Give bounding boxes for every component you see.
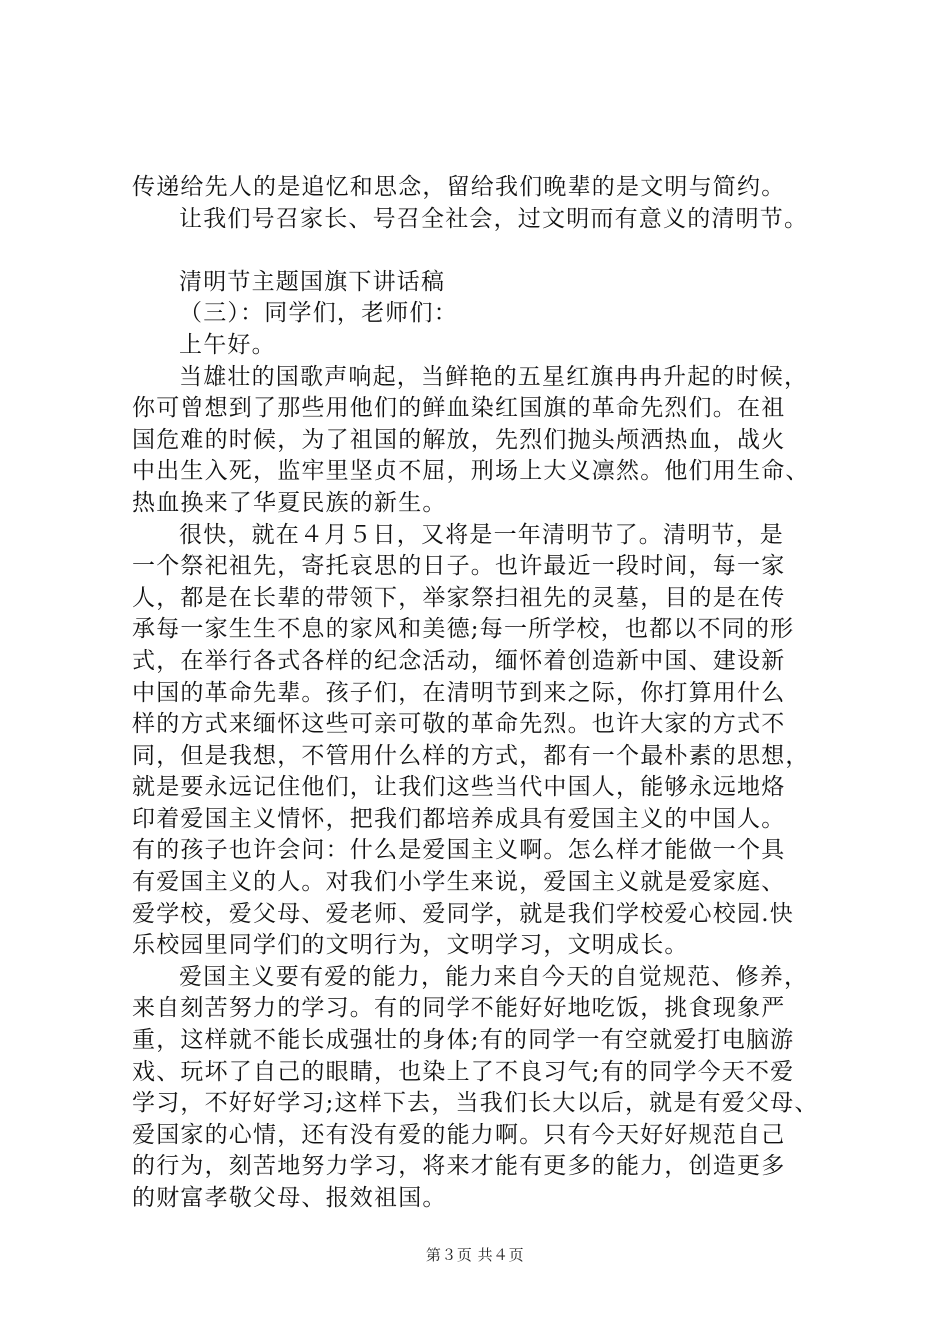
text-line: 上午好。	[179, 331, 276, 358]
text-line: （三）：同学们，老师们：	[179, 300, 458, 327]
text-line: 清明节主题国旗下讲话稿	[179, 268, 446, 295]
text-line: 乐校园里同学们的文明行为，文明学习，文明成长。	[132, 932, 689, 959]
text-line: 爱学校，爱父母、爱老师、爱同学，就是我们学校爱心校园.快	[132, 900, 794, 927]
text-line: 爱国主义要有爱的能力，能力来自今天的自觉规范、修养，	[179, 963, 809, 990]
text-line: 戏、玩坏了自己的眼睛，也染上了不良习气;有的同学今天不爱	[132, 1058, 795, 1085]
text-line: 让我们号召家长、号召全社会，过文明而有意义的清明节。	[179, 205, 809, 232]
text-line: 中国的革命先辈。孩子们，在清明节到来之际，你打算用什么	[132, 679, 786, 706]
text-line: 就是要永远记住他们，让我们这些当代中国人，能够永远地烙	[132, 774, 786, 801]
text-line: 样的方式来缅怀这些可亲可敬的革命先烈。也许大家的方式不	[132, 711, 786, 738]
text-line: 中出生入死，监牢里坚贞不屈，刑场上大义凛然。他们用生命、	[132, 458, 810, 485]
text-line: 有爱国主义的人。对我们小学生来说，爱国主义就是爱家庭、	[132, 869, 786, 896]
text-line: 印着爱国主义情怀，把我们都培养成具有爱国主义的中国人。	[132, 805, 786, 832]
text-line: 热血换来了华夏民族的新生。	[132, 489, 447, 516]
text-line: 的行为，刻苦地努力学习，将来才能有更多的能力，创造更多	[132, 1153, 786, 1180]
paragraph-gap	[132, 235, 852, 267]
text-line: 同，但是我想，不管用什么样的方式，都有一个最朴素的思想，	[132, 742, 810, 769]
text-line: 式，在举行各式各样的纪念活动，缅怀着创造新中国、建设新	[132, 647, 786, 674]
text-line: 当雄壮的国歌声响起，当鲜艳的五星红旗冉冉升起的时候，	[179, 363, 809, 390]
text-line: 传递给先人的是追忆和思念，留给我们晚辈的是文明与简约。	[132, 174, 786, 200]
page-number-footer: 第３页 共４页	[425, 1246, 525, 1264]
text-line: 承每一家生生不息的家风和美德;每一所学校，也都以不同的形	[132, 616, 795, 643]
text-line: 人，都是在长辈的带领下，举家祭扫祖先的灵墓，目的是在传	[132, 584, 786, 611]
text-line: 的财富孝敬父母、报效祖国。	[132, 1185, 447, 1211]
document-body	[132, 172, 852, 1215]
text-line: 来自刻苦努力的学习。有的同学不能好好地吃饭，挑食现象严	[132, 995, 786, 1022]
text-line: 你可曾想到了那些用他们的鲜血染红国旗的革命先烈们。在祖	[132, 395, 786, 422]
text-line: 学习，不好好学习;这样下去，当我们长大以后，就是有爱父母、	[132, 1090, 819, 1117]
text-line: 爱国家的心情，还有没有爱的能力啊。只有今天好好规范自己	[132, 1121, 786, 1148]
text-line: 有的孩子也许会问：什么是爱国主义啊。怎么样才能做一个具	[132, 837, 786, 864]
text-line: 很快，就在４月５日，又将是一年清明节了。清明节，是	[179, 521, 784, 548]
text-line: 国危难的时候，为了祖国的解放，先烈们抛头颅洒热血，战火	[132, 426, 786, 453]
text-line: 一个祭祀祖先，寄托哀思的日子。也许最近一段时间，每一家	[132, 553, 786, 580]
text-line: 重，这样就不能长成强壮的身体;有的同学一有空就爱打电脑游	[132, 1027, 795, 1054]
